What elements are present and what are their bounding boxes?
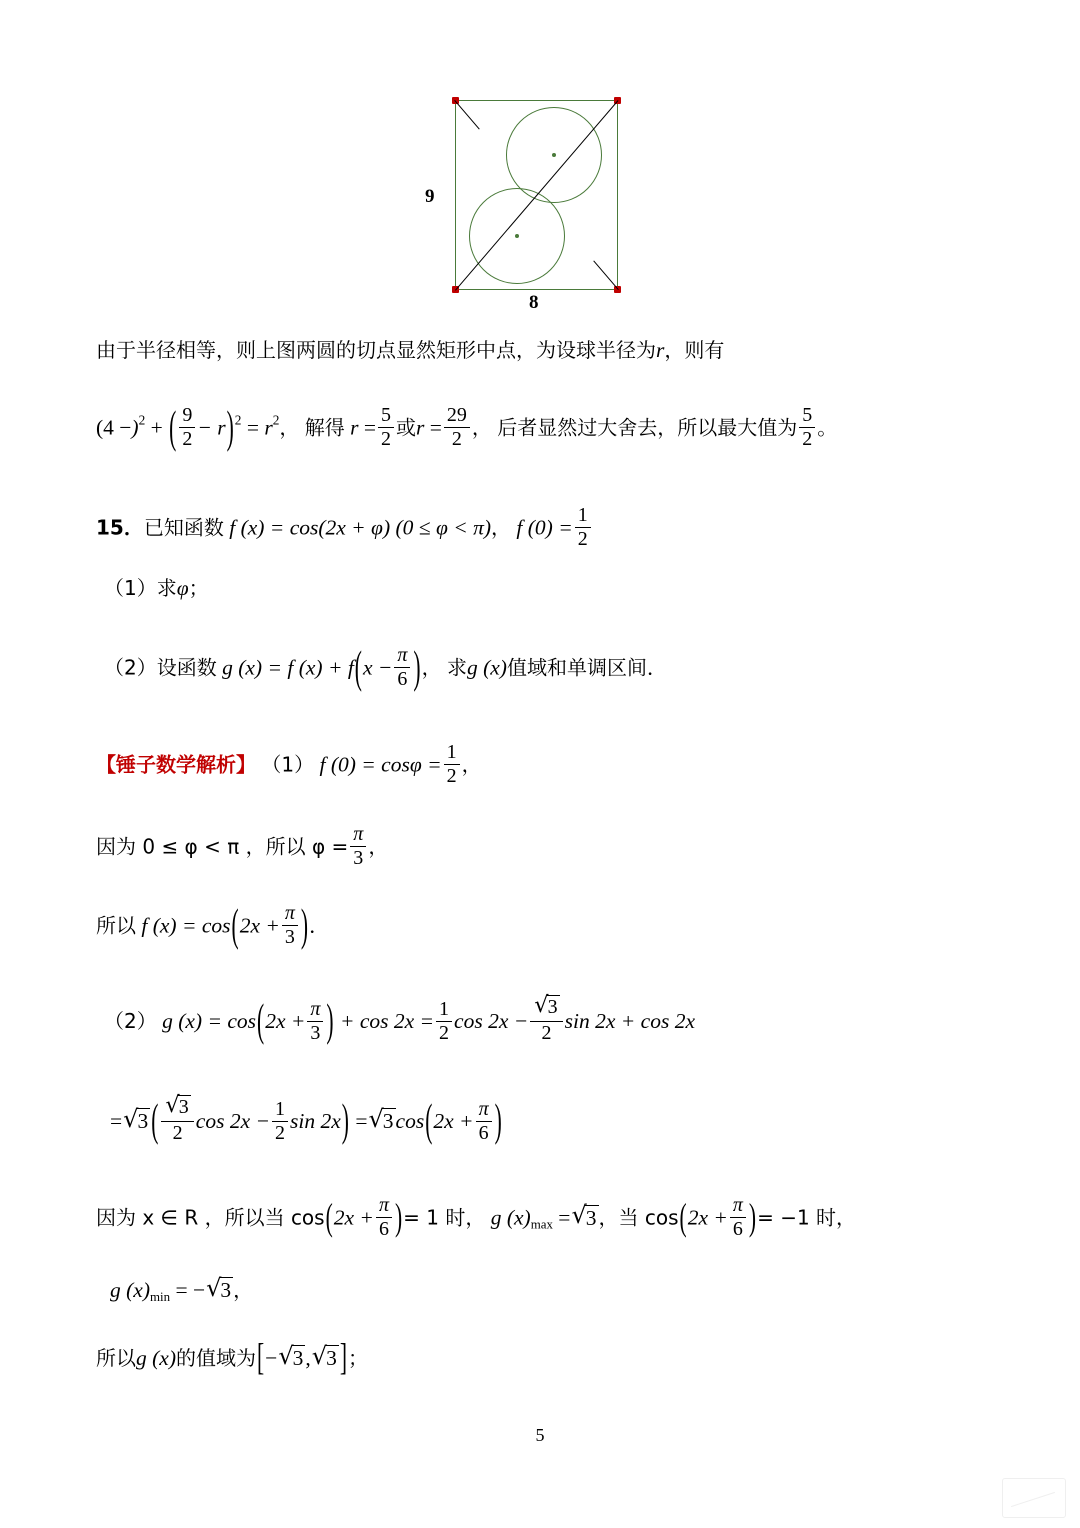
- math-f0-cos-phi: f (0) = cosφ =: [319, 752, 442, 777]
- fraction-pi-6: $\frac{\pi}{6}$: [730, 1195, 746, 1240]
- math-cos2x-minus: cos 2x −: [195, 1109, 270, 1134]
- paren-open: (: [325, 1196, 333, 1239]
- text-range-monotonic: 值域和单调区间．: [506, 655, 667, 680]
- comma: ，: [461, 752, 482, 777]
- math-gx: g (x): [466, 655, 507, 680]
- sqrt-3: √ 3: [123, 1108, 150, 1134]
- math-f0: f (0) =: [516, 515, 573, 540]
- semicolon: ；: [188, 576, 209, 600]
- eq-comma: ，: [279, 415, 300, 440]
- sqrt-3: √ 3: [278, 1345, 305, 1371]
- math-var-r: r: [350, 415, 359, 440]
- paren-close: ): [748, 1196, 757, 1239]
- math-inner-2x: 2x +: [239, 913, 280, 938]
- math-fx-definition: f (x) = cos(2x + φ): [229, 515, 391, 540]
- analysis-part1: [96, 742, 482, 787]
- math-gx: g (x): [110, 1278, 150, 1302]
- semicolon: ；: [348, 1346, 369, 1370]
- text-equals-minus-one-when: = −1 时，: [757, 1205, 857, 1230]
- figure-circle-center: [552, 153, 556, 157]
- geometry-figure: [425, 100, 625, 313]
- analysis-badge: 【锤子数学解析】: [96, 752, 256, 777]
- eq-equals: =: [246, 415, 259, 440]
- sqrt-3: √ 3: [534, 995, 559, 1020]
- text-solve: 解得: [304, 415, 345, 440]
- eq-equals-minus: = −: [175, 1278, 206, 1302]
- sqrt-3: √ 3: [165, 1095, 190, 1120]
- question-15-stem: [96, 505, 593, 550]
- text-therefore: 所以: [96, 913, 136, 938]
- comma: ，: [491, 515, 512, 540]
- paren-close: ): [300, 899, 309, 950]
- comma: ，: [233, 1278, 254, 1302]
- figure-label-height: 9: [425, 186, 435, 207]
- text-when-cos: ，当 cos: [598, 1205, 679, 1230]
- math-plus-cos2x: + cos 2x =: [339, 1009, 435, 1034]
- math-var-r: r: [416, 415, 425, 440]
- eq-square: 2: [234, 412, 242, 428]
- paren-open: (: [425, 1095, 433, 1146]
- analysis-gx-min: [110, 1277, 253, 1304]
- question-15-part2: [104, 641, 667, 692]
- paren-open: (: [257, 995, 265, 1046]
- sqrt-3: √ 3: [206, 1277, 233, 1303]
- question-15-part1: [104, 578, 209, 600]
- math-sin2x-plus-cos2x: sin 2x + cos 2x: [564, 1009, 695, 1034]
- eq-equals: =: [363, 415, 377, 440]
- math-gx: g (x): [490, 1205, 531, 1230]
- analysis-gx-simplified: [110, 1095, 503, 1144]
- math-subscript-max: max: [530, 1217, 553, 1232]
- math-minus: −: [265, 1346, 278, 1370]
- page-number: 5: [535, 1425, 545, 1445]
- fraction-1-2: $\frac{1}{2}$: [575, 505, 591, 550]
- eq-lhs-power: 2: [138, 412, 146, 428]
- eq-rhs-var: r: [264, 415, 273, 440]
- text-because-x-real: 因为 x ∈ R ，所以当 cos: [96, 1205, 325, 1230]
- fraction-1-2: $\frac{1}{2}$: [436, 999, 452, 1044]
- text-segment: 由于半径相等，则上图两圆的切点显然矩形中点，为设球半径为: [96, 338, 656, 362]
- paren-close: ): [394, 1196, 403, 1239]
- fraction-1-2: $\frac{1}{2}$: [444, 742, 460, 787]
- eq-plus: +: [150, 415, 163, 440]
- text-set-function: 设函数: [156, 655, 217, 680]
- math-cos2x-minus: cos 2x −: [454, 1009, 529, 1034]
- part-tag: （2）: [104, 1009, 157, 1034]
- math-phi-condition: (0 ≤ φ < π): [395, 515, 492, 540]
- text-find: 求: [446, 655, 467, 680]
- analysis-gx-expansion: [104, 995, 695, 1044]
- fraction-sqrt3-2: √ $\frac{3}{2}$: [530, 995, 562, 1044]
- math-inner-2x: 2x +: [265, 1009, 306, 1034]
- analysis-fx-result: [96, 899, 330, 950]
- math-fx-cos: f (x) = cos: [141, 913, 231, 938]
- text-range-is: 的值域为: [176, 1346, 256, 1370]
- part-tag: （2）: [104, 655, 157, 680]
- bracket-close: ]: [339, 1336, 348, 1379]
- fraction-pi-3: $\frac{\pi}{3}$: [282, 903, 298, 948]
- text-equals-one-when: = 1 时，: [403, 1205, 486, 1230]
- paren-open: (: [151, 1095, 159, 1146]
- math-gx: g (x): [136, 1346, 176, 1370]
- eq-equals: =: [558, 1205, 571, 1230]
- paren-open: (: [679, 1196, 687, 1239]
- eq-lhs-var: ): [131, 415, 139, 440]
- watermark-logo: [1002, 1478, 1066, 1518]
- math-var-r: r: [656, 338, 665, 362]
- fraction-pi-6: $\frac{\pi}{6}$: [476, 1099, 492, 1144]
- analysis-gx-range: [96, 1336, 369, 1379]
- comma: ，: [368, 834, 389, 859]
- math-subscript-min: min: [150, 1289, 171, 1304]
- math-sin2x: sin 2x: [290, 1109, 341, 1134]
- paren-close: ): [226, 401, 234, 452]
- comma: ，: [421, 655, 442, 680]
- text-therefore: 所以: [96, 1346, 136, 1370]
- comma: ,: [305, 1346, 311, 1370]
- part-tag: （1）: [261, 752, 315, 777]
- paren-open: (: [169, 401, 177, 452]
- math-phi: φ: [176, 576, 189, 600]
- analysis-phi-value: [96, 824, 388, 869]
- sqrt-3: √ 3: [571, 1205, 598, 1231]
- math-inner-2x: 2x +: [687, 1205, 728, 1230]
- paren-close: ): [494, 1095, 502, 1146]
- eq-equals: =: [429, 415, 442, 440]
- math-inner-2x: 2x +: [333, 1205, 374, 1230]
- question-number: 15．: [96, 515, 144, 540]
- eq-rhs-power: 2: [272, 412, 280, 428]
- math-gx-cos: g (x) = cos: [162, 1009, 257, 1034]
- math-inner-2x: 2x +: [433, 1109, 474, 1134]
- fraction-29-2: $\frac{29}{2}$: [444, 405, 470, 450]
- paren-open: (: [354, 641, 362, 692]
- fraction-9-2: $\frac{9}{2}$: [179, 405, 195, 450]
- sqrt-3: √ 3: [368, 1108, 395, 1134]
- fraction-1-2: $\frac{1}{2}$: [272, 1099, 288, 1144]
- eq-comma: ，: [471, 415, 492, 440]
- eq-period: 。: [817, 415, 838, 440]
- text-or: 或: [396, 415, 417, 440]
- part-tag: （1）: [104, 576, 157, 600]
- text-known: 已知函数: [143, 515, 224, 540]
- fraction-sqrt3-2: √ $\frac{3}{2}$: [161, 1095, 193, 1144]
- eq-equals: =: [110, 1109, 123, 1134]
- fraction-pi-6: $\frac{\pi}{6}$: [376, 1195, 392, 1240]
- math-gx-definition: g (x) = f (x) + f: [222, 655, 354, 680]
- eq-minus-r: − r: [197, 415, 226, 440]
- analysis-max-min-condition: [96, 1195, 856, 1240]
- text-segment: ，则有: [664, 338, 725, 362]
- math-arg-x: x −: [362, 655, 393, 680]
- fraction-pi-6: $\frac{\pi}{6}$: [394, 645, 410, 690]
- text-find: 求: [156, 576, 177, 600]
- fraction-pi-3: $\frac{\pi}{3}$: [307, 999, 323, 1044]
- paren-close: ): [413, 641, 421, 692]
- period: ．: [309, 913, 330, 938]
- paren-open: (: [231, 899, 239, 950]
- fraction-5-2: $\frac{5}{2}$: [799, 405, 815, 450]
- fraction-5-2: $\frac{5}{2}$: [378, 405, 394, 450]
- paren-close: ): [341, 1095, 349, 1146]
- math-cos: cos: [395, 1109, 425, 1134]
- eq-equals: =: [355, 1109, 368, 1134]
- fraction-pi-3: $\frac{\pi}{3}$: [350, 824, 366, 869]
- figure-circle-center: [515, 234, 519, 238]
- paren-close: ): [326, 995, 334, 1046]
- text-discard-tail: 后者显然过大舍去，所以最大值为: [497, 415, 798, 440]
- equation-radius-solution: [96, 401, 838, 452]
- sqrt-3: √ 3: [312, 1345, 339, 1371]
- bracket-open: [: [257, 1336, 265, 1379]
- eq-lhs-open: (4 −: [96, 415, 132, 440]
- figure-label-width: 8: [529, 292, 539, 313]
- paragraph-radius-equal: [96, 340, 724, 362]
- text-because-phi-range: 因为 0 ≤ φ < π ，所以 φ =: [96, 834, 349, 859]
